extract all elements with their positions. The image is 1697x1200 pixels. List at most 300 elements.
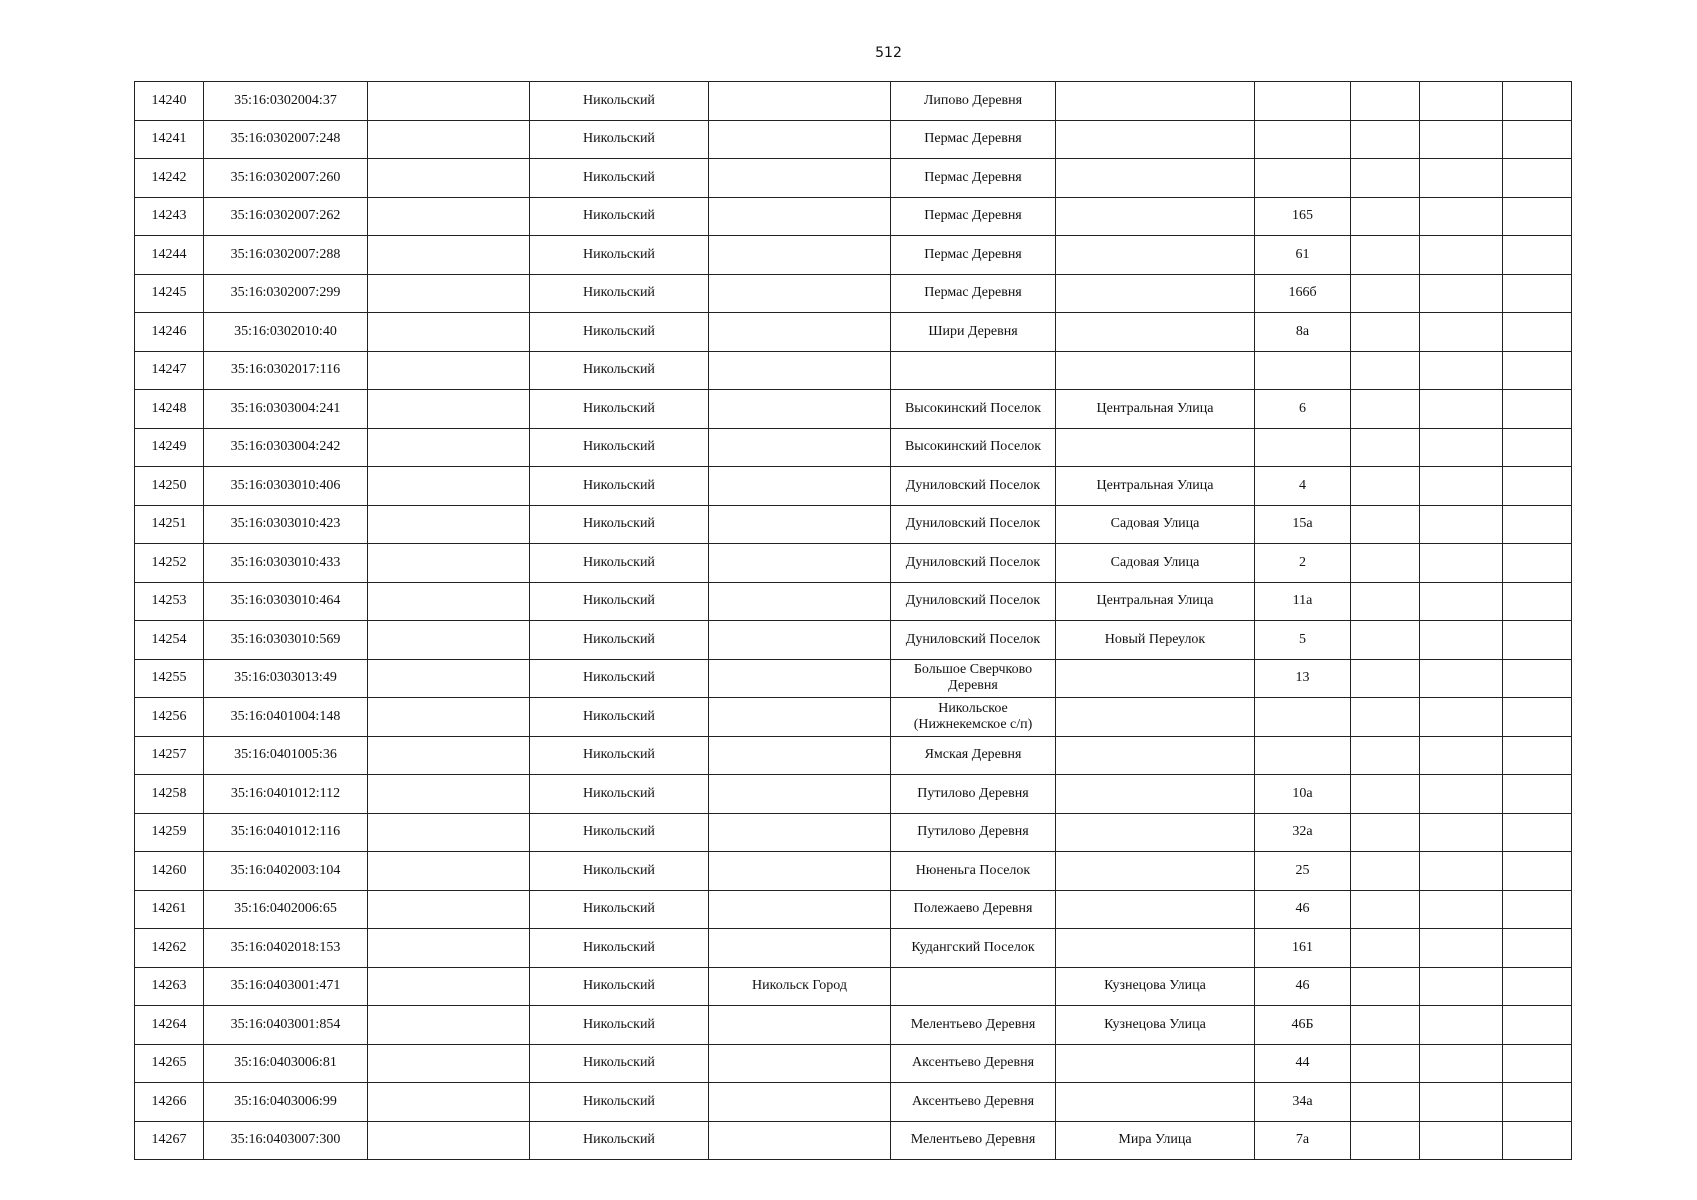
house-number-cell (1255, 736, 1351, 775)
street-cell (1056, 929, 1255, 968)
district-cell: Никольский (530, 775, 709, 814)
extra-cell-2 (1420, 236, 1503, 275)
street-cell (1056, 698, 1255, 737)
cadastral-number-cell: 35:16:0401012:116 (204, 813, 368, 852)
extra-cell-1 (1351, 236, 1420, 275)
blank-cell (368, 659, 530, 698)
district-cell: Никольский (530, 467, 709, 506)
row-number-cell: 14251 (135, 505, 204, 544)
house-number-cell: 25 (1255, 852, 1351, 891)
blank-cell (368, 698, 530, 737)
extra-cell-3 (1503, 390, 1572, 429)
city-cell (709, 544, 891, 583)
extra-cell-3 (1503, 274, 1572, 313)
extra-cell-3 (1503, 544, 1572, 583)
table-row (135, 544, 1572, 583)
extra-cell-3 (1503, 82, 1572, 121)
street-cell (1056, 1044, 1255, 1083)
city-cell (709, 929, 891, 968)
table-row (135, 159, 1572, 198)
extra-cell-3 (1503, 967, 1572, 1006)
blank-cell (368, 313, 530, 352)
district-cell: Никольский (530, 621, 709, 660)
street-cell (1056, 313, 1255, 352)
city-cell (709, 274, 891, 313)
row-number-cell: 14257 (135, 736, 204, 775)
extra-cell-3 (1503, 236, 1572, 275)
city-cell (709, 890, 891, 929)
settlement-cell: Дуниловский Поселок (891, 505, 1056, 544)
city-cell (709, 428, 891, 467)
blank-cell (368, 236, 530, 275)
extra-cell-1 (1351, 890, 1420, 929)
house-number-cell: 11а (1255, 582, 1351, 621)
extra-cell-2 (1420, 159, 1503, 198)
extra-cell-2 (1420, 813, 1503, 852)
row-number-cell: 14256 (135, 698, 204, 737)
extra-cell-1 (1351, 390, 1420, 429)
blank-cell (368, 544, 530, 583)
cadastral-number-cell: 35:16:0401004:148 (204, 698, 368, 737)
extra-cell-2 (1420, 197, 1503, 236)
extra-cell-1 (1351, 852, 1420, 891)
extra-cell-1 (1351, 313, 1420, 352)
extra-cell-2 (1420, 621, 1503, 660)
table-row (135, 736, 1572, 775)
house-number-cell (1255, 698, 1351, 737)
house-number-cell: 46 (1255, 890, 1351, 929)
district-cell: Никольский (530, 236, 709, 275)
table-row (135, 775, 1572, 814)
house-number-cell (1255, 351, 1351, 390)
extra-cell-2 (1420, 1083, 1503, 1122)
registry-table (134, 81, 1572, 1160)
row-number-cell: 14249 (135, 428, 204, 467)
blank-cell (368, 1044, 530, 1083)
table-row (135, 621, 1572, 660)
row-number-cell: 14254 (135, 621, 204, 660)
extra-cell-1 (1351, 582, 1420, 621)
settlement-cell: Большое Сверчково Деревня (891, 659, 1056, 698)
city-cell (709, 313, 891, 352)
city-cell (709, 120, 891, 159)
settlement-cell: Дуниловский Поселок (891, 544, 1056, 583)
blank-cell (368, 274, 530, 313)
registry-body (135, 82, 1572, 1160)
extra-cell-2 (1420, 351, 1503, 390)
row-number-cell: 14248 (135, 390, 204, 429)
extra-cell-1 (1351, 120, 1420, 159)
city-cell (709, 582, 891, 621)
cadastral-number-cell: 35:16:0402003:104 (204, 852, 368, 891)
table-row (135, 467, 1572, 506)
extra-cell-3 (1503, 467, 1572, 506)
page-number: 512 (875, 45, 902, 61)
blank-cell (368, 813, 530, 852)
extra-cell-3 (1503, 929, 1572, 968)
district-cell: Никольский (530, 813, 709, 852)
house-number-cell: 7а (1255, 1121, 1351, 1160)
settlement-cell: Пермас Деревня (891, 120, 1056, 159)
house-number-cell: 166б (1255, 274, 1351, 313)
street-cell: Мира Улица (1056, 1121, 1255, 1160)
district-cell: Никольский (530, 967, 709, 1006)
row-number-cell: 14250 (135, 467, 204, 506)
cadastral-number-cell: 35:16:0401005:36 (204, 736, 368, 775)
row-number-cell: 14241 (135, 120, 204, 159)
settlement-cell: Пермас Деревня (891, 159, 1056, 198)
house-number-cell: 34а (1255, 1083, 1351, 1122)
blank-cell (368, 390, 530, 429)
district-cell: Никольский (530, 1083, 709, 1122)
blank-cell (368, 736, 530, 775)
table-row (135, 1044, 1572, 1083)
extra-cell-1 (1351, 351, 1420, 390)
cadastral-number-cell: 35:16:0302007:248 (204, 120, 368, 159)
extra-cell-2 (1420, 659, 1503, 698)
row-number-cell: 14255 (135, 659, 204, 698)
cadastral-number-cell: 35:16:0401012:112 (204, 775, 368, 814)
extra-cell-1 (1351, 1044, 1420, 1083)
table-row (135, 390, 1572, 429)
house-number-cell: 4 (1255, 467, 1351, 506)
house-number-cell: 32а (1255, 813, 1351, 852)
street-cell: Центральная Улица (1056, 390, 1255, 429)
cadastral-number-cell: 35:16:0303004:242 (204, 428, 368, 467)
settlement-cell (891, 351, 1056, 390)
house-number-cell: 10а (1255, 775, 1351, 814)
settlement-cell: Дуниловский Поселок (891, 621, 1056, 660)
cadastral-number-cell: 35:16:0303010:569 (204, 621, 368, 660)
street-cell: Новый Переулок (1056, 621, 1255, 660)
house-number-cell: 15а (1255, 505, 1351, 544)
extra-cell-3 (1503, 813, 1572, 852)
extra-cell-3 (1503, 120, 1572, 159)
table-row (135, 1006, 1572, 1045)
cadastral-number-cell: 35:16:0402006:65 (204, 890, 368, 929)
table-row (135, 659, 1572, 698)
extra-cell-1 (1351, 736, 1420, 775)
cadastral-number-cell: 35:16:0303004:241 (204, 390, 368, 429)
extra-cell-2 (1420, 428, 1503, 467)
house-number-cell (1255, 120, 1351, 159)
extra-cell-2 (1420, 1044, 1503, 1083)
extra-cell-3 (1503, 582, 1572, 621)
street-cell (1056, 736, 1255, 775)
extra-cell-2 (1420, 1006, 1503, 1045)
district-cell: Никольский (530, 659, 709, 698)
house-number-cell: 13 (1255, 659, 1351, 698)
settlement-cell: Пермас Деревня (891, 236, 1056, 275)
extra-cell-2 (1420, 775, 1503, 814)
extra-cell-1 (1351, 1121, 1420, 1160)
house-number-cell (1255, 428, 1351, 467)
house-number-cell: 46 (1255, 967, 1351, 1006)
extra-cell-2 (1420, 82, 1503, 121)
cadastral-number-cell: 35:16:0403001:471 (204, 967, 368, 1006)
city-cell (709, 159, 891, 198)
extra-cell-1 (1351, 428, 1420, 467)
extra-cell-2 (1420, 852, 1503, 891)
city-cell (709, 659, 891, 698)
city-cell (709, 236, 891, 275)
cadastral-number-cell: 35:16:0403007:300 (204, 1121, 368, 1160)
extra-cell-3 (1503, 621, 1572, 660)
city-cell (709, 736, 891, 775)
street-cell: Садовая Улица (1056, 505, 1255, 544)
settlement-cell: Путилово Деревня (891, 775, 1056, 814)
settlement-cell: Путилово Деревня (891, 813, 1056, 852)
table-row (135, 428, 1572, 467)
city-cell (709, 1121, 891, 1160)
district-cell: Никольский (530, 1044, 709, 1083)
city-cell (709, 467, 891, 506)
extra-cell-3 (1503, 1083, 1572, 1122)
district-cell: Никольский (530, 82, 709, 121)
row-number-cell: 14242 (135, 159, 204, 198)
extra-cell-3 (1503, 428, 1572, 467)
settlement-cell: Высокинский Поселок (891, 428, 1056, 467)
extra-cell-1 (1351, 698, 1420, 737)
extra-cell-2 (1420, 544, 1503, 583)
table-row (135, 890, 1572, 929)
district-cell: Никольский (530, 1006, 709, 1045)
cadastral-number-cell: 35:16:0302004:37 (204, 82, 368, 121)
street-cell (1056, 351, 1255, 390)
district-cell: Никольский (530, 351, 709, 390)
extra-cell-1 (1351, 82, 1420, 121)
blank-cell (368, 1083, 530, 1122)
cadastral-number-cell: 35:16:0302007:262 (204, 197, 368, 236)
table-row (135, 929, 1572, 968)
district-cell: Никольский (530, 852, 709, 891)
district-cell: Никольский (530, 159, 709, 198)
city-cell (709, 1044, 891, 1083)
settlement-cell: Нюненьга Поселок (891, 852, 1056, 891)
cadastral-number-cell: 35:16:0303010:423 (204, 505, 368, 544)
city-cell (709, 813, 891, 852)
street-cell (1056, 775, 1255, 814)
table-row (135, 813, 1572, 852)
cadastral-number-cell: 35:16:0302007:299 (204, 274, 368, 313)
settlement-cell: Мелентьево Деревня (891, 1121, 1056, 1160)
blank-cell (368, 1121, 530, 1160)
settlement-cell: Кудангский Поселок (891, 929, 1056, 968)
extra-cell-1 (1351, 967, 1420, 1006)
house-number-cell: 8а (1255, 313, 1351, 352)
district-cell: Никольский (530, 390, 709, 429)
blank-cell (368, 351, 530, 390)
settlement-cell: Аксентьево Деревня (891, 1083, 1056, 1122)
street-cell (1056, 659, 1255, 698)
district-cell: Никольский (530, 544, 709, 583)
table-row (135, 967, 1572, 1006)
street-cell (1056, 890, 1255, 929)
row-number-cell: 14244 (135, 236, 204, 275)
row-number-cell: 14258 (135, 775, 204, 814)
extra-cell-2 (1420, 274, 1503, 313)
cadastral-number-cell: 35:16:0403006:81 (204, 1044, 368, 1083)
extra-cell-3 (1503, 775, 1572, 814)
extra-cell-3 (1503, 698, 1572, 737)
blank-cell (368, 120, 530, 159)
city-cell (709, 1083, 891, 1122)
row-number-cell: 14264 (135, 1006, 204, 1045)
blank-cell (368, 467, 530, 506)
extra-cell-3 (1503, 852, 1572, 891)
city-cell (709, 351, 891, 390)
table-row (135, 1083, 1572, 1122)
row-number-cell: 14266 (135, 1083, 204, 1122)
street-cell: Центральная Улица (1056, 582, 1255, 621)
settlement-cell: Никольское (Нижнекемское с/п) (891, 698, 1056, 737)
extra-cell-1 (1351, 467, 1420, 506)
cadastral-number-cell: 35:16:0403006:99 (204, 1083, 368, 1122)
city-cell (709, 621, 891, 660)
street-cell: Центральная Улица (1056, 467, 1255, 506)
extra-cell-2 (1420, 390, 1503, 429)
extra-cell-1 (1351, 274, 1420, 313)
blank-cell (368, 159, 530, 198)
cadastral-number-cell: 35:16:0302010:40 (204, 313, 368, 352)
blank-cell (368, 775, 530, 814)
extra-cell-2 (1420, 929, 1503, 968)
settlement-cell: Пермас Деревня (891, 197, 1056, 236)
table-row (135, 1121, 1572, 1160)
city-cell (709, 852, 891, 891)
district-cell: Никольский (530, 736, 709, 775)
extra-cell-3 (1503, 736, 1572, 775)
cadastral-number-cell: 35:16:0302017:116 (204, 351, 368, 390)
extra-cell-1 (1351, 929, 1420, 968)
blank-cell (368, 505, 530, 544)
blank-cell (368, 929, 530, 968)
table-row (135, 313, 1572, 352)
extra-cell-3 (1503, 1121, 1572, 1160)
extra-cell-1 (1351, 659, 1420, 698)
street-cell (1056, 197, 1255, 236)
extra-cell-1 (1351, 621, 1420, 660)
settlement-cell: Шири Деревня (891, 313, 1056, 352)
street-cell (1056, 274, 1255, 313)
house-number-cell: 2 (1255, 544, 1351, 583)
street-cell (1056, 236, 1255, 275)
blank-cell (368, 197, 530, 236)
extra-cell-3 (1503, 197, 1572, 236)
blank-cell (368, 82, 530, 121)
extra-cell-2 (1420, 467, 1503, 506)
city-cell (709, 390, 891, 429)
row-number-cell: 14252 (135, 544, 204, 583)
blank-cell (368, 890, 530, 929)
district-cell: Никольский (530, 1121, 709, 1160)
cadastral-number-cell: 35:16:0302007:260 (204, 159, 368, 198)
cadastral-number-cell: 35:16:0402018:153 (204, 929, 368, 968)
row-number-cell: 14259 (135, 813, 204, 852)
city-cell (709, 775, 891, 814)
blank-cell (368, 1006, 530, 1045)
table-row (135, 351, 1572, 390)
table-row (135, 197, 1572, 236)
house-number-cell: 46Б (1255, 1006, 1351, 1045)
blank-cell (368, 428, 530, 467)
extra-cell-2 (1420, 313, 1503, 352)
district-cell: Никольский (530, 120, 709, 159)
table-row (135, 582, 1572, 621)
settlement-cell: Дуниловский Поселок (891, 582, 1056, 621)
cadastral-number-cell: 35:16:0303013:49 (204, 659, 368, 698)
settlement-cell: Пермас Деревня (891, 274, 1056, 313)
extra-cell-2 (1420, 1121, 1503, 1160)
table-row (135, 82, 1572, 121)
row-number-cell: 14243 (135, 197, 204, 236)
city-cell (709, 698, 891, 737)
street-cell: Кузнецова Улица (1056, 1006, 1255, 1045)
row-number-cell: 14253 (135, 582, 204, 621)
district-cell: Никольский (530, 505, 709, 544)
extra-cell-3 (1503, 1006, 1572, 1045)
row-number-cell: 14267 (135, 1121, 204, 1160)
table-row (135, 852, 1572, 891)
row-number-cell: 14260 (135, 852, 204, 891)
house-number-cell (1255, 159, 1351, 198)
district-cell: Никольский (530, 698, 709, 737)
house-number-cell: 61 (1255, 236, 1351, 275)
district-cell: Никольский (530, 890, 709, 929)
row-number-cell: 14265 (135, 1044, 204, 1083)
house-number-cell: 44 (1255, 1044, 1351, 1083)
blank-cell (368, 967, 530, 1006)
extra-cell-2 (1420, 736, 1503, 775)
settlement-cell: Дуниловский Поселок (891, 467, 1056, 506)
house-number-cell: 6 (1255, 390, 1351, 429)
street-cell (1056, 159, 1255, 198)
city-cell (709, 197, 891, 236)
district-cell: Никольский (530, 313, 709, 352)
cadastral-number-cell: 35:16:0303010:406 (204, 467, 368, 506)
row-number-cell: 14263 (135, 967, 204, 1006)
street-cell: Садовая Улица (1056, 544, 1255, 583)
street-cell: Кузнецова Улица (1056, 967, 1255, 1006)
street-cell (1056, 82, 1255, 121)
extra-cell-1 (1351, 1083, 1420, 1122)
settlement-cell: Ямская Деревня (891, 736, 1056, 775)
extra-cell-2 (1420, 890, 1503, 929)
extra-cell-2 (1420, 698, 1503, 737)
blank-cell (368, 621, 530, 660)
blank-cell (368, 582, 530, 621)
extra-cell-1 (1351, 775, 1420, 814)
street-cell (1056, 120, 1255, 159)
extra-cell-2 (1420, 967, 1503, 1006)
row-number-cell: 14262 (135, 929, 204, 968)
extra-cell-3 (1503, 1044, 1572, 1083)
extra-cell-1 (1351, 159, 1420, 198)
street-cell (1056, 428, 1255, 467)
city-cell (709, 82, 891, 121)
extra-cell-1 (1351, 544, 1420, 583)
row-number-cell: 14245 (135, 274, 204, 313)
house-number-cell (1255, 82, 1351, 121)
cadastral-number-cell: 35:16:0303010:433 (204, 544, 368, 583)
table-row (135, 236, 1572, 275)
district-cell: Никольский (530, 197, 709, 236)
extra-cell-3 (1503, 890, 1572, 929)
row-number-cell: 14240 (135, 82, 204, 121)
district-cell: Никольский (530, 929, 709, 968)
street-cell (1056, 1083, 1255, 1122)
extra-cell-3 (1503, 159, 1572, 198)
